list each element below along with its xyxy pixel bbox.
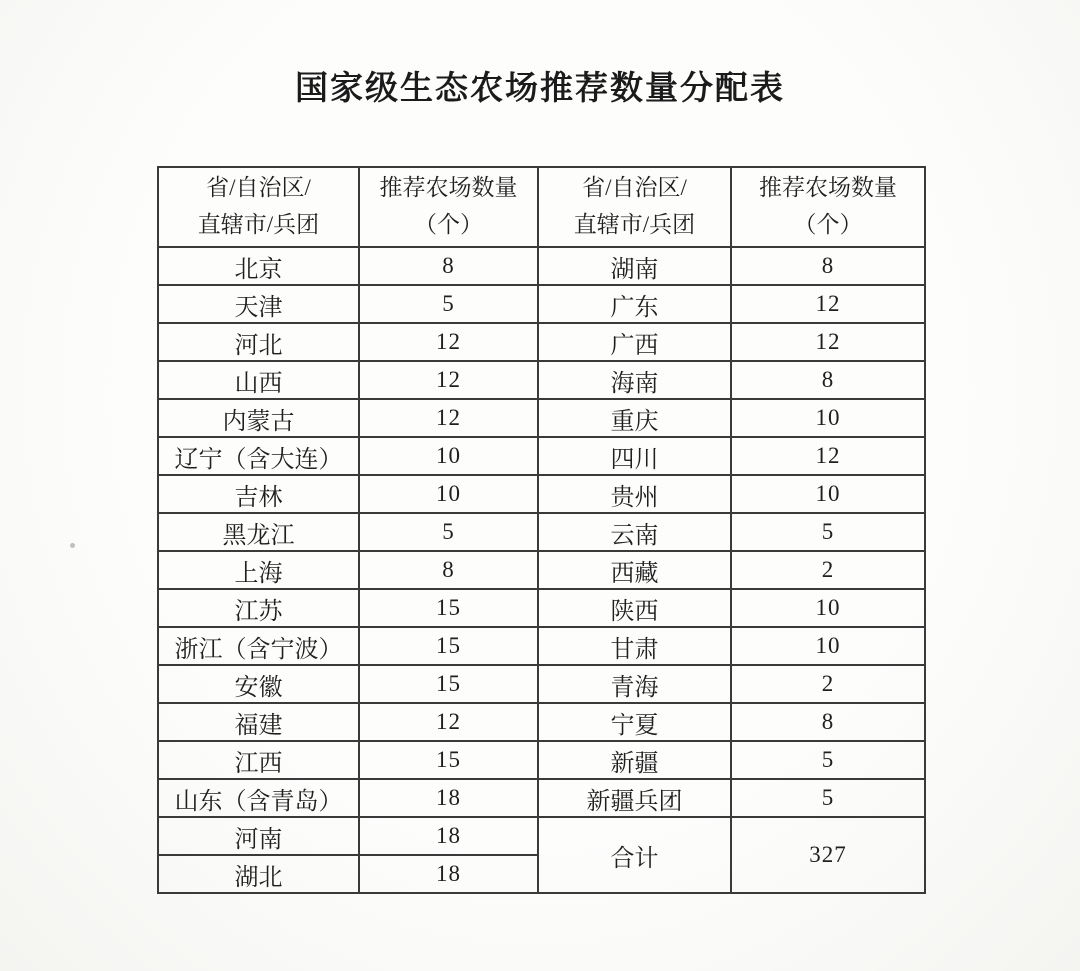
quantity-cell: 10 bbox=[731, 627, 925, 665]
quantity-cell: 2 bbox=[731, 551, 925, 589]
header-region-left bbox=[158, 167, 359, 247]
table-row bbox=[158, 779, 925, 817]
province-cell: 重庆 bbox=[538, 399, 731, 437]
quantity-cell: 10 bbox=[359, 475, 538, 513]
province-cell: 新疆 bbox=[538, 741, 731, 779]
province-cell: 天津 bbox=[158, 285, 359, 323]
quantity-cell: 8 bbox=[359, 551, 538, 589]
quantity-cell: 18 bbox=[359, 855, 538, 893]
table-row bbox=[158, 741, 925, 779]
province-cell: 山西 bbox=[158, 361, 359, 399]
quantity-cell: 10 bbox=[731, 475, 925, 513]
quantity-cell: 8 bbox=[359, 247, 538, 285]
quantity-cell: 10 bbox=[359, 437, 538, 475]
quantity-cell: 12 bbox=[359, 361, 538, 399]
quantity-cell: 8 bbox=[731, 703, 925, 741]
province-cell: 黑龙江 bbox=[158, 513, 359, 551]
quantity-cell: 12 bbox=[359, 703, 538, 741]
page-title: 国家级生态农场推荐数量分配表 bbox=[295, 71, 785, 107]
table-row bbox=[158, 589, 925, 627]
quantity-cell: 15 bbox=[359, 589, 538, 627]
province-cell: 吉林 bbox=[158, 475, 359, 513]
header-region-right bbox=[538, 167, 731, 247]
quantity-cell: 18 bbox=[359, 779, 538, 817]
quantity-cell: 12 bbox=[359, 323, 538, 361]
quantity-cell: 18 bbox=[359, 817, 538, 855]
province-cell: 海南 bbox=[538, 361, 731, 399]
table-row bbox=[158, 247, 925, 285]
header-region-line1: 省/自治区/ bbox=[582, 175, 687, 201]
total-value-cell: 327 bbox=[731, 817, 925, 893]
province-cell: 新疆兵团 bbox=[538, 779, 731, 817]
province-cell: 湖南 bbox=[538, 247, 731, 285]
table-row bbox=[158, 437, 925, 475]
quantity-cell: 10 bbox=[731, 399, 925, 437]
table-row bbox=[158, 551, 925, 589]
table-header-row bbox=[158, 167, 925, 247]
province-cell: 山东（含青岛） bbox=[158, 779, 359, 817]
header-qty-left bbox=[359, 167, 538, 247]
province-cell: 河北 bbox=[158, 323, 359, 361]
quantity-cell: 15 bbox=[359, 665, 538, 703]
province-cell: 河南 bbox=[158, 817, 359, 855]
province-cell: 上海 bbox=[158, 551, 359, 589]
quantity-cell: 8 bbox=[731, 247, 925, 285]
province-cell: 广西 bbox=[538, 323, 731, 361]
province-cell: 西藏 bbox=[538, 551, 731, 589]
quantity-cell: 5 bbox=[359, 513, 538, 551]
province-cell: 陕西 bbox=[538, 589, 731, 627]
quantity-cell: 8 bbox=[731, 361, 925, 399]
header-region-line2: 直辖市/兵团 bbox=[197, 212, 320, 237]
table-row bbox=[158, 399, 925, 437]
header-region-line1: 省/自治区/ bbox=[206, 175, 311, 201]
header-qty-line1: 推荐农场数量 bbox=[379, 175, 518, 201]
table-row bbox=[158, 361, 925, 399]
scan-artifact-speck bbox=[70, 543, 75, 548]
quantity-cell: 5 bbox=[359, 285, 538, 323]
province-cell: 四川 bbox=[538, 437, 731, 475]
total-label-cell: 合计 bbox=[538, 817, 731, 893]
province-cell: 江苏 bbox=[158, 589, 359, 627]
table-row bbox=[158, 627, 925, 665]
quantity-cell: 2 bbox=[731, 665, 925, 703]
farm-allocation-table bbox=[157, 166, 926, 894]
table-row bbox=[158, 475, 925, 513]
province-cell: 云南 bbox=[538, 513, 731, 551]
province-cell: 浙江（含宁波） bbox=[158, 627, 359, 665]
province-cell: 北京 bbox=[158, 247, 359, 285]
quantity-cell: 10 bbox=[731, 589, 925, 627]
province-cell: 贵州 bbox=[538, 475, 731, 513]
table-row bbox=[158, 285, 925, 323]
header-qty-line2: （个） bbox=[414, 212, 483, 237]
header-qty-line2: （个） bbox=[793, 212, 863, 237]
quantity-cell: 12 bbox=[731, 323, 925, 361]
quantity-cell: 15 bbox=[359, 627, 538, 665]
quantity-cell: 15 bbox=[359, 741, 538, 779]
header-qty-line1: 推荐农场数量 bbox=[759, 175, 897, 201]
quantity-cell: 12 bbox=[731, 437, 925, 475]
province-cell: 广东 bbox=[538, 285, 731, 323]
table-row bbox=[158, 513, 925, 551]
quantity-cell: 5 bbox=[731, 513, 925, 551]
header-qty-right bbox=[731, 167, 925, 247]
province-cell: 江西 bbox=[158, 741, 359, 779]
quantity-cell: 12 bbox=[359, 399, 538, 437]
quantity-cell: 12 bbox=[731, 285, 925, 323]
province-cell: 内蒙古 bbox=[158, 399, 359, 437]
table-row bbox=[158, 817, 925, 855]
province-cell: 宁夏 bbox=[538, 703, 731, 741]
quantity-cell: 5 bbox=[731, 741, 925, 779]
province-cell: 安徽 bbox=[158, 665, 359, 703]
province-cell: 甘肃 bbox=[538, 627, 731, 665]
province-cell: 辽宁（含大连） bbox=[158, 437, 359, 475]
header-region-line2: 直辖市/兵团 bbox=[573, 212, 696, 237]
table-row bbox=[158, 665, 925, 703]
table-row bbox=[158, 703, 925, 741]
province-cell: 青海 bbox=[538, 665, 731, 703]
province-cell: 福建 bbox=[158, 703, 359, 741]
province-cell: 湖北 bbox=[158, 855, 359, 893]
table-row bbox=[158, 323, 925, 361]
quantity-cell: 5 bbox=[731, 779, 925, 817]
